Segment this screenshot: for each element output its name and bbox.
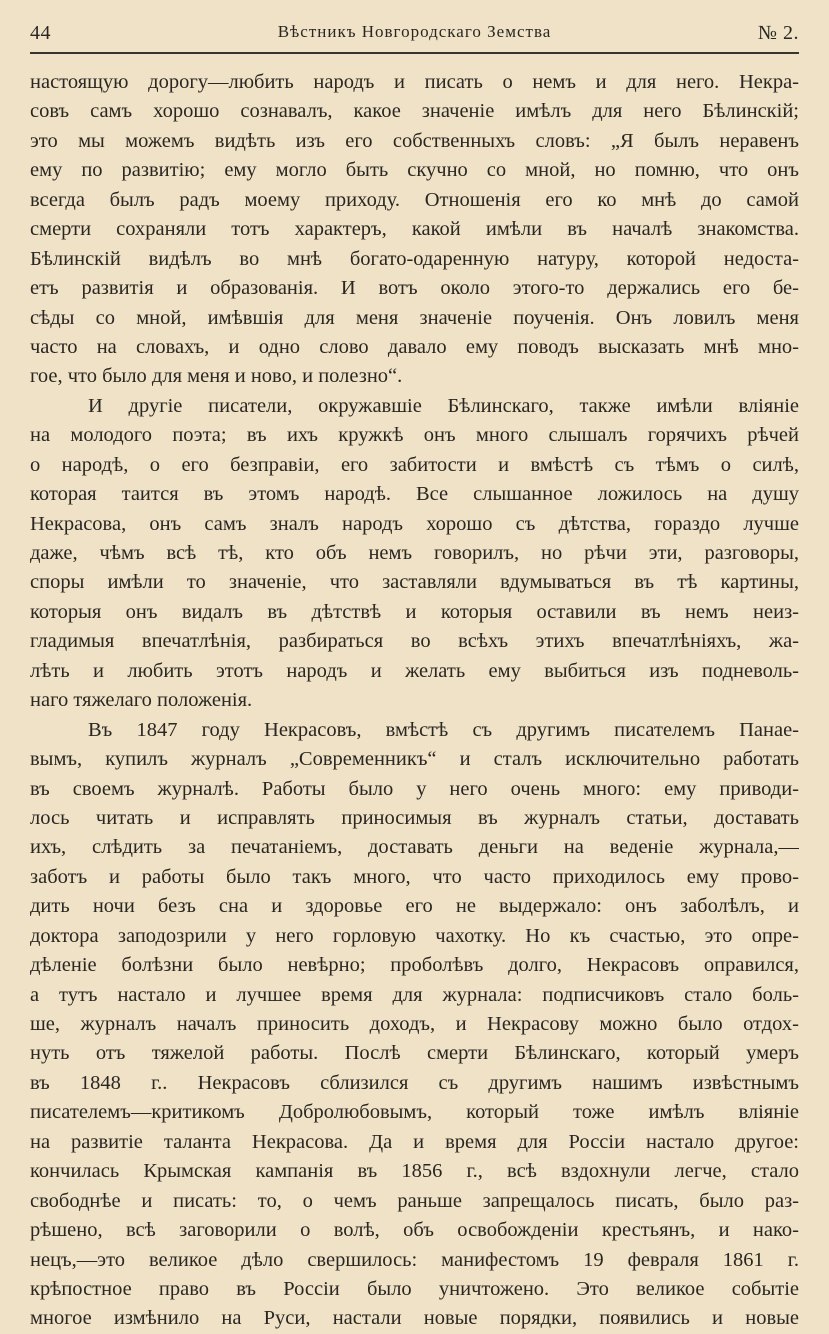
text-line: ихъ, слѣдить за печатаніемъ, доставать деньги на веденіе журнала,— bbox=[30, 836, 799, 859]
text-line: лѣть и любить этотъ народъ и желать ему выбиться изъ подневоль- bbox=[30, 659, 799, 682]
text-line: на развитіе таланта Некрасова. Да и время для Россіи настало другое: bbox=[30, 1130, 799, 1153]
text-line: на молодого поэта; въ ихъ кружкѣ онъ много слышалъ горячихъ рѣчей bbox=[30, 424, 799, 447]
text-line: Некрасова, онъ самъ зналъ народъ хорошо съ дѣтства, гораздо лучше bbox=[30, 512, 799, 535]
text-line: нецъ,—это великое дѣло свершилось: манифестомъ 19 февраля 1861 г. bbox=[30, 1248, 799, 1271]
text-line: это мы можемъ видѣть изъ его собственныхъ словъ: „Я былъ неравенъ bbox=[30, 129, 799, 152]
text-line: кончилась Крымская кампанія въ 1856 г., всѣ вздохнули легче, стало bbox=[30, 1160, 799, 1183]
text-line: сѣды со мной, имѣвшія для меня значеніе поученія. Онъ ловилъ меня bbox=[30, 306, 799, 329]
text-line: лось читать и исправлять приносимыя въ журналъ статьи, доставать bbox=[30, 806, 799, 829]
text-line: о народѣ, о его безправіи, его забитости и вмѣстѣ съ тѣмъ о силѣ, bbox=[30, 453, 799, 476]
text-line: Бѣлинскій видѣлъ во мнѣ богато-одаренную натуру, которой недоста- bbox=[30, 247, 799, 270]
text-line: совъ самъ хорошо сознавалъ, какое значеніе имѣлъ для него Бѣлинскій; bbox=[30, 100, 799, 123]
running-header bbox=[30, 22, 799, 54]
text-line: ше, журналъ началъ приносить доходъ, и Некрасову можно было отдох- bbox=[30, 1013, 799, 1035]
text-line: ему по развитію; ему могло быть скучно со мной, но помню, что онъ bbox=[30, 159, 799, 182]
text-line: которыя онъ видалъ въ дѣтствѣ и которыя оставили въ немъ неиз- bbox=[30, 600, 799, 623]
text-line: И другіе писатели, окружавшіе Бѣлинскаго, также имѣли вліяніе bbox=[88, 394, 799, 417]
text-line: которая таится въ этомъ народѣ. Все слышанное ложилось на душу bbox=[30, 483, 799, 506]
article-body bbox=[30, 68, 799, 1334]
text-line: часто на словахъ, и одно слово давало ему поводъ высказать мнѣ мно- bbox=[30, 335, 799, 358]
text-line: наго тяжелаго положенія. bbox=[30, 689, 253, 712]
paragraph bbox=[30, 68, 799, 392]
text-line: многое измѣнило на Руси, настали новые порядки, появились и новые bbox=[30, 1307, 799, 1330]
text-line: писателемъ—критикомъ Добролюбовымъ, который тоже имѣлъ вліяніе bbox=[30, 1101, 799, 1124]
text-line: дить ночи безъ сна и здоровье его не выдержало: онъ заболѣлъ, и bbox=[30, 895, 799, 918]
text-line: даже, чѣмъ всѣ тѣ, кто объ немъ говорилъ, но рѣчи эти, разговоры, bbox=[30, 542, 799, 564]
text-line: гое, что было для меня и ново, и полезно“. bbox=[30, 365, 403, 388]
text-line: рѣшено, всѣ заговорили о волѣ, объ освобожденіи крестьянъ, и нако- bbox=[30, 1219, 799, 1242]
text-line: нуть отъ тяжелой работы. Послѣ смерти Бѣлинскаго, который умеръ bbox=[30, 1042, 799, 1065]
text-line: въ 1848 г.. Некрасовъ сблизился съ другимъ нашимъ извѣстнымъ bbox=[30, 1071, 799, 1094]
text-line: свободнѣе и писать: то, о чемъ раньше запрещалось писать, было раз- bbox=[30, 1189, 799, 1212]
text-line: дѣленіе болѣзни было невѣрно; проболѣвъ долго, Некрасовъ оправился, bbox=[30, 954, 799, 977]
text-line: гладимыя впечатлѣнія, разбираться во всѣхъ этихъ впечатлѣніяхъ, жа- bbox=[30, 630, 799, 653]
text-line: заботъ и работы было такъ много, что часто приходилось ему прово- bbox=[30, 865, 799, 888]
text-line: смерти сохраняли тотъ характеръ, какой имѣли въ началѣ знакомства. bbox=[30, 218, 799, 241]
issue-number: № 2. bbox=[757, 22, 799, 44]
text-line: крѣпостное право въ Россіи было уничтожено. Это великое событіе bbox=[30, 1277, 799, 1300]
text-line: етъ развитія и образованія. И вотъ около этого-то держались его бе- bbox=[30, 277, 799, 300]
text-line: доктора заподозрили у него горловую чахотку. Но къ счастью, это опре- bbox=[30, 924, 799, 947]
text-line: вымъ, купилъ журналъ „Современникъ“ и сталъ исключительно работать bbox=[30, 748, 799, 771]
text-line: всегда былъ радъ моему приходу. Отношенія его ко мнѣ до самой bbox=[30, 188, 799, 211]
paragraph bbox=[30, 392, 799, 716]
text-line: Въ 1847 году Некрасовъ, вмѣстѣ съ другимъ писателемъ Панае- bbox=[88, 718, 799, 741]
text-line: а тутъ настало и лучшее время для журнала: подписчиковъ стало боль- bbox=[30, 983, 799, 1006]
paragraph bbox=[30, 716, 799, 1334]
journal-title: Вѣстникъ Новгородскаго Земства bbox=[277, 22, 552, 41]
page-number: 44 bbox=[30, 22, 51, 44]
text-line: настоящую дорогу—любить народъ и писать о немъ и для него. Некра- bbox=[30, 71, 799, 93]
text-line: въ своемъ журналѣ. Работы было у него очень много: ему приводи- bbox=[30, 777, 799, 800]
text-line: споры имѣли то значеніе, что заставляли вдумываться въ тѣ картины, bbox=[30, 571, 799, 594]
